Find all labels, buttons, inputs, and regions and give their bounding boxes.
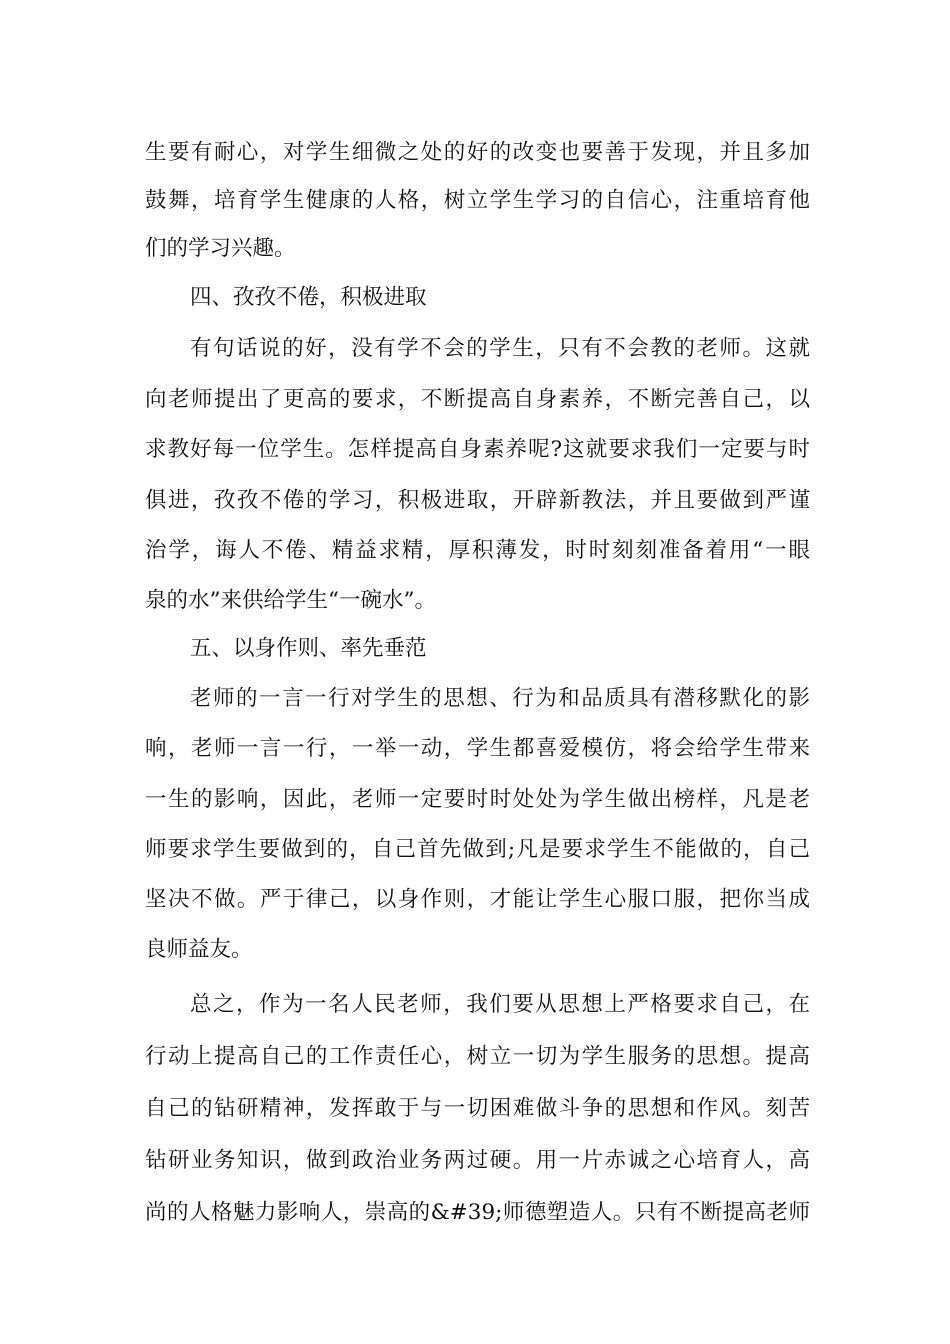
paragraph-line: 行动上提高自己的工作责任心，树立一切为学生服务的思想。提高 bbox=[145, 1044, 810, 1069]
paragraph-line: 求教好每一位学生。怎样提高自身素养呢?这就要求我们一定要与时 bbox=[145, 437, 810, 462]
paragraph-line: 向老师提出了更高的要求，不断提高自身素养，不断完善自己，以 bbox=[145, 387, 810, 412]
paragraph-line: 坚决不做。严于律己，以身作则，才能让学生心服口服，把你当成 bbox=[145, 887, 810, 912]
paragraph-line: 钻研业务知识，做到政治业务两过硬。用一片赤诚之心培育人，高 bbox=[145, 1148, 810, 1173]
paragraph-line: 生要有耐心，对学生细微之处的好的改变也要善于发现，并且多加 bbox=[145, 140, 810, 165]
paragraph-line: 泉的水”来供给学生“一碗水”。 bbox=[145, 588, 436, 613]
paragraph-line: 鼓舞，培育学生健康的人格，树立学生学习的自信心，注重培育他 bbox=[145, 188, 810, 213]
paragraph-line: 老师的一言一行对学生的思想、行为和品质具有潜移默化的影 bbox=[190, 686, 810, 711]
paragraph-line: 们的学习兴趣。 bbox=[145, 236, 296, 261]
paragraph-line: 响，老师一言一行，一举一动，学生都喜爱模仿，将会给学生带来 bbox=[145, 736, 810, 761]
section-heading: 五、以身作则、率先垂范 bbox=[190, 636, 427, 661]
paragraph-line: 总之，作为一名人民老师，我们要从思想上严格要求自己，在 bbox=[190, 992, 810, 1017]
paragraph-line: 师要求学生要做到的，自己首先做到;凡是要求学生不能做的，自己 bbox=[145, 837, 810, 862]
paragraph-line: 一生的影响，因此，老师一定要时时处处为学生做出榜样，凡是老 bbox=[145, 787, 810, 812]
paragraph-line: 自己的钻研精神，发挥敢于与一切困难做斗争的思想和作风。刻苦 bbox=[145, 1096, 810, 1121]
paragraph-line: 有句话说的好，没有学不会的学生，只有不会教的老师。这就 bbox=[190, 336, 810, 361]
paragraph-line: 尚的人格魅力影响人，崇高的&#39;师德塑造人。只有不断提高老师 bbox=[145, 1200, 810, 1225]
section-heading: 四、孜孜不倦，积极进取 bbox=[190, 285, 427, 310]
paragraph-line: 治学，诲人不倦、精益求精，厚积薄发，时时刻刻准备着用“一眼 bbox=[145, 538, 810, 563]
paragraph-line: 良师益友。 bbox=[145, 937, 253, 962]
paragraph-line: 俱进，孜孜不倦的学习，积极进取，开辟新教法，并且要做到严谨 bbox=[145, 488, 810, 513]
